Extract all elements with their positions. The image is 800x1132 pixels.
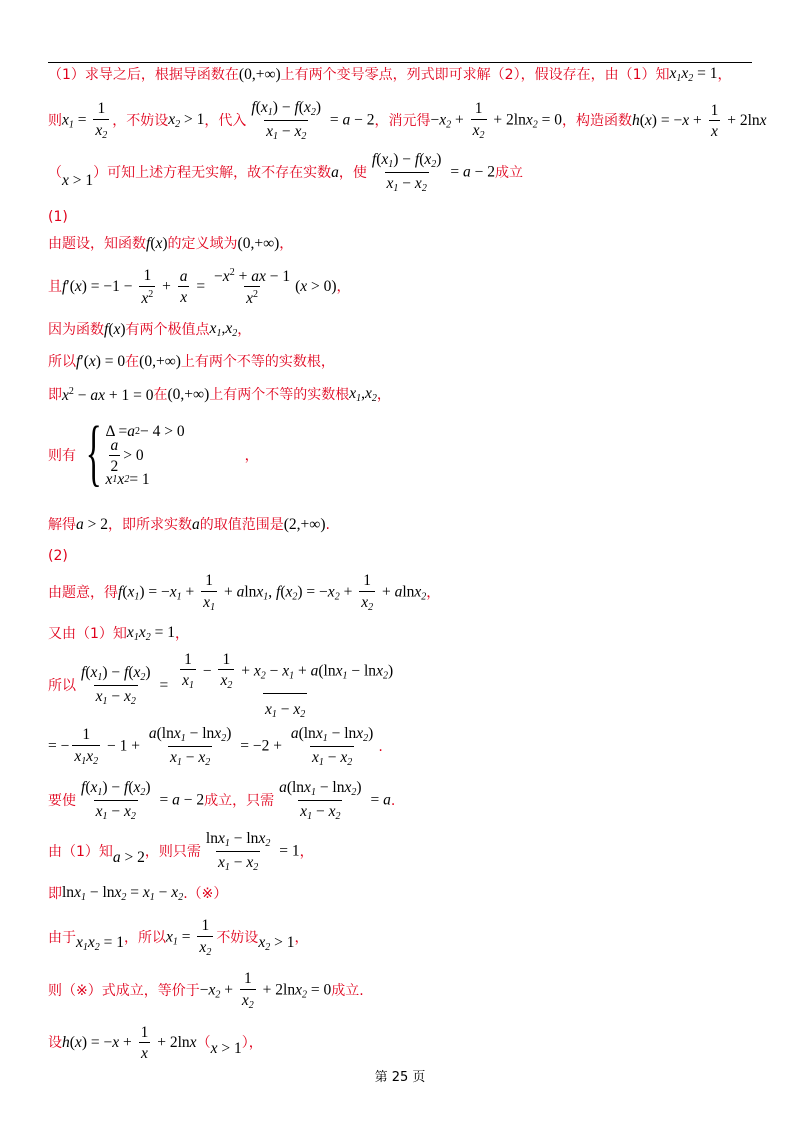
part2-line-5: 要使 $\frac{f(x_1) - f(x_2)}{x_1 - x_2}$ = a − 2 成立，只需 $\frac{a(\ln x_1 - \ln x_2)}{x_1 - x_2}$ = a . <box>48 779 396 822</box>
part1-label: (1) <box>48 209 68 225</box>
part2-line-10: 设 h(x) = −x + $\frac{1}{x}$ + 2lnx （ x > 1 ）， <box>48 1023 263 1062</box>
part2-line-4: = − $\frac{1}{x_1x_2}$ − 1 + $\frac{a(\ln x_1 - \ln x_2)}{x_1 - x_2}$ = −2 + $\frac{a(\ln x_1 - \ln x_2)}{x_1 - x_2}$ . <box>48 725 383 768</box>
page-number: 第 25 页 <box>374 1070 426 1085</box>
part2-line-9: 则（※）式成立，等价于 $-x_2$ + $\frac{1}{x_2}$ + 2lnx$_2$ = 0 成立. <box>48 970 364 1011</box>
hint-line-2: 则 $x_1$ = $\frac{1}{x_2}$ ，不妨设 $x_2 > 1$ ，代入 $\frac{f(x_1) - f(x_2)}{x_1 - x_2}$ = a − 2 ，消元得 $-x_2$ + $\frac{1}{x_2}$ + 2lnx$_2$ = 0 ，构造函数 h(x) = −x + $\frac{1}{x}$ + 2lnx <box>48 99 767 142</box>
part1-line-3: 因为函数 f(x) 有两个极值点 $x_1,x_2$ ， <box>48 320 252 339</box>
part2-line-8: 由于 $x_1x_2 = 1$ ，所以 $x_1$ = $\frac{1}{x_2}$ 不妨设 $x_2 > 1$ ， <box>48 917 309 958</box>
part2-line-3: 所以 $\frac{f(x_1) - f(x_2)}{x_1 - x_2}$ = $\frac{1}{x_1}$ − $\frac{1}{x_2}$ + $x_2 - x_1 + a(\ln x_1 - \ln x_2)$ $x_1 - x_2$ <box>48 650 394 721</box>
part1-line-7: 解得 a > 2 ，即所求实数 a 的取值范围是 (2,+∞) . <box>48 516 330 534</box>
part1-line-6: 则有 { Δ = a 2 − 4 > 0 $\frac{a}{2}$ > 0 x 1 x 2 = 1 ， <box>48 412 259 494</box>
system-of-conditions: { Δ = a 2 − 4 > 0 $\frac{a}{2}$ > 0 x 1 x 2 = 1 <box>85 412 185 494</box>
hint-line-1: （1）求导之后，根据导函数在 (0,+∞) 上有两个变号零点，列式即可求解（2），假设存在，由（1）知 $x_1x_2 = 1$ ， <box>48 65 732 84</box>
hint-line-3: （ x > 1 ）可知上述方程无实解，故不存在实数 a ，使 $\frac{f(x_1) - f(x_2)}{x_1 - x_2}$ = a − 2 成立 <box>48 151 523 194</box>
part1-line-2: 且 f′(x) = −1 − $\frac{1}{x^2}$ + $\frac{a}{x}$ = $\frac{-x^2 + ax - 1}{x^2}$ (x > 0) ， <box>48 266 351 307</box>
part1-line-1: 由题设，知函数 f(x) 的定义域为 (0,+∞) ， <box>48 235 294 253</box>
part2-line-6: 由（1）知 a > 2 ，则只需 $\frac{\ln x_1 - \ln x_2}{x_1 - x_2}$ = 1 ， <box>48 830 314 873</box>
part1-line-5: 即 $x^2$ − ax + 1 = 0 在 (0,+∞) 上有两个不等的实数根 $x_1,x_2$ ， <box>48 385 391 404</box>
part2-line-1: 由题意，得 $f(x_1) = -x_1$ + $\frac{1}{x_1}$ + alnx$_1$, $f(x_2) = -x_2$ + $\frac{1}{x_2}$ + alnx$_2$ ， <box>48 572 441 613</box>
part2-label: (2) <box>48 548 68 564</box>
part2-line-2: 又由（1）知 $x_1x_2 = 1$ ， <box>48 624 189 643</box>
part1-line-4: 所以 f′(x) = 0 在 (0,+∞) 上有两个不等的实数根， <box>48 353 335 371</box>
part2-line-7: 即 $\ln x_1 - \ln x_2 = x_1 - x_2$ .（※） <box>48 884 228 903</box>
